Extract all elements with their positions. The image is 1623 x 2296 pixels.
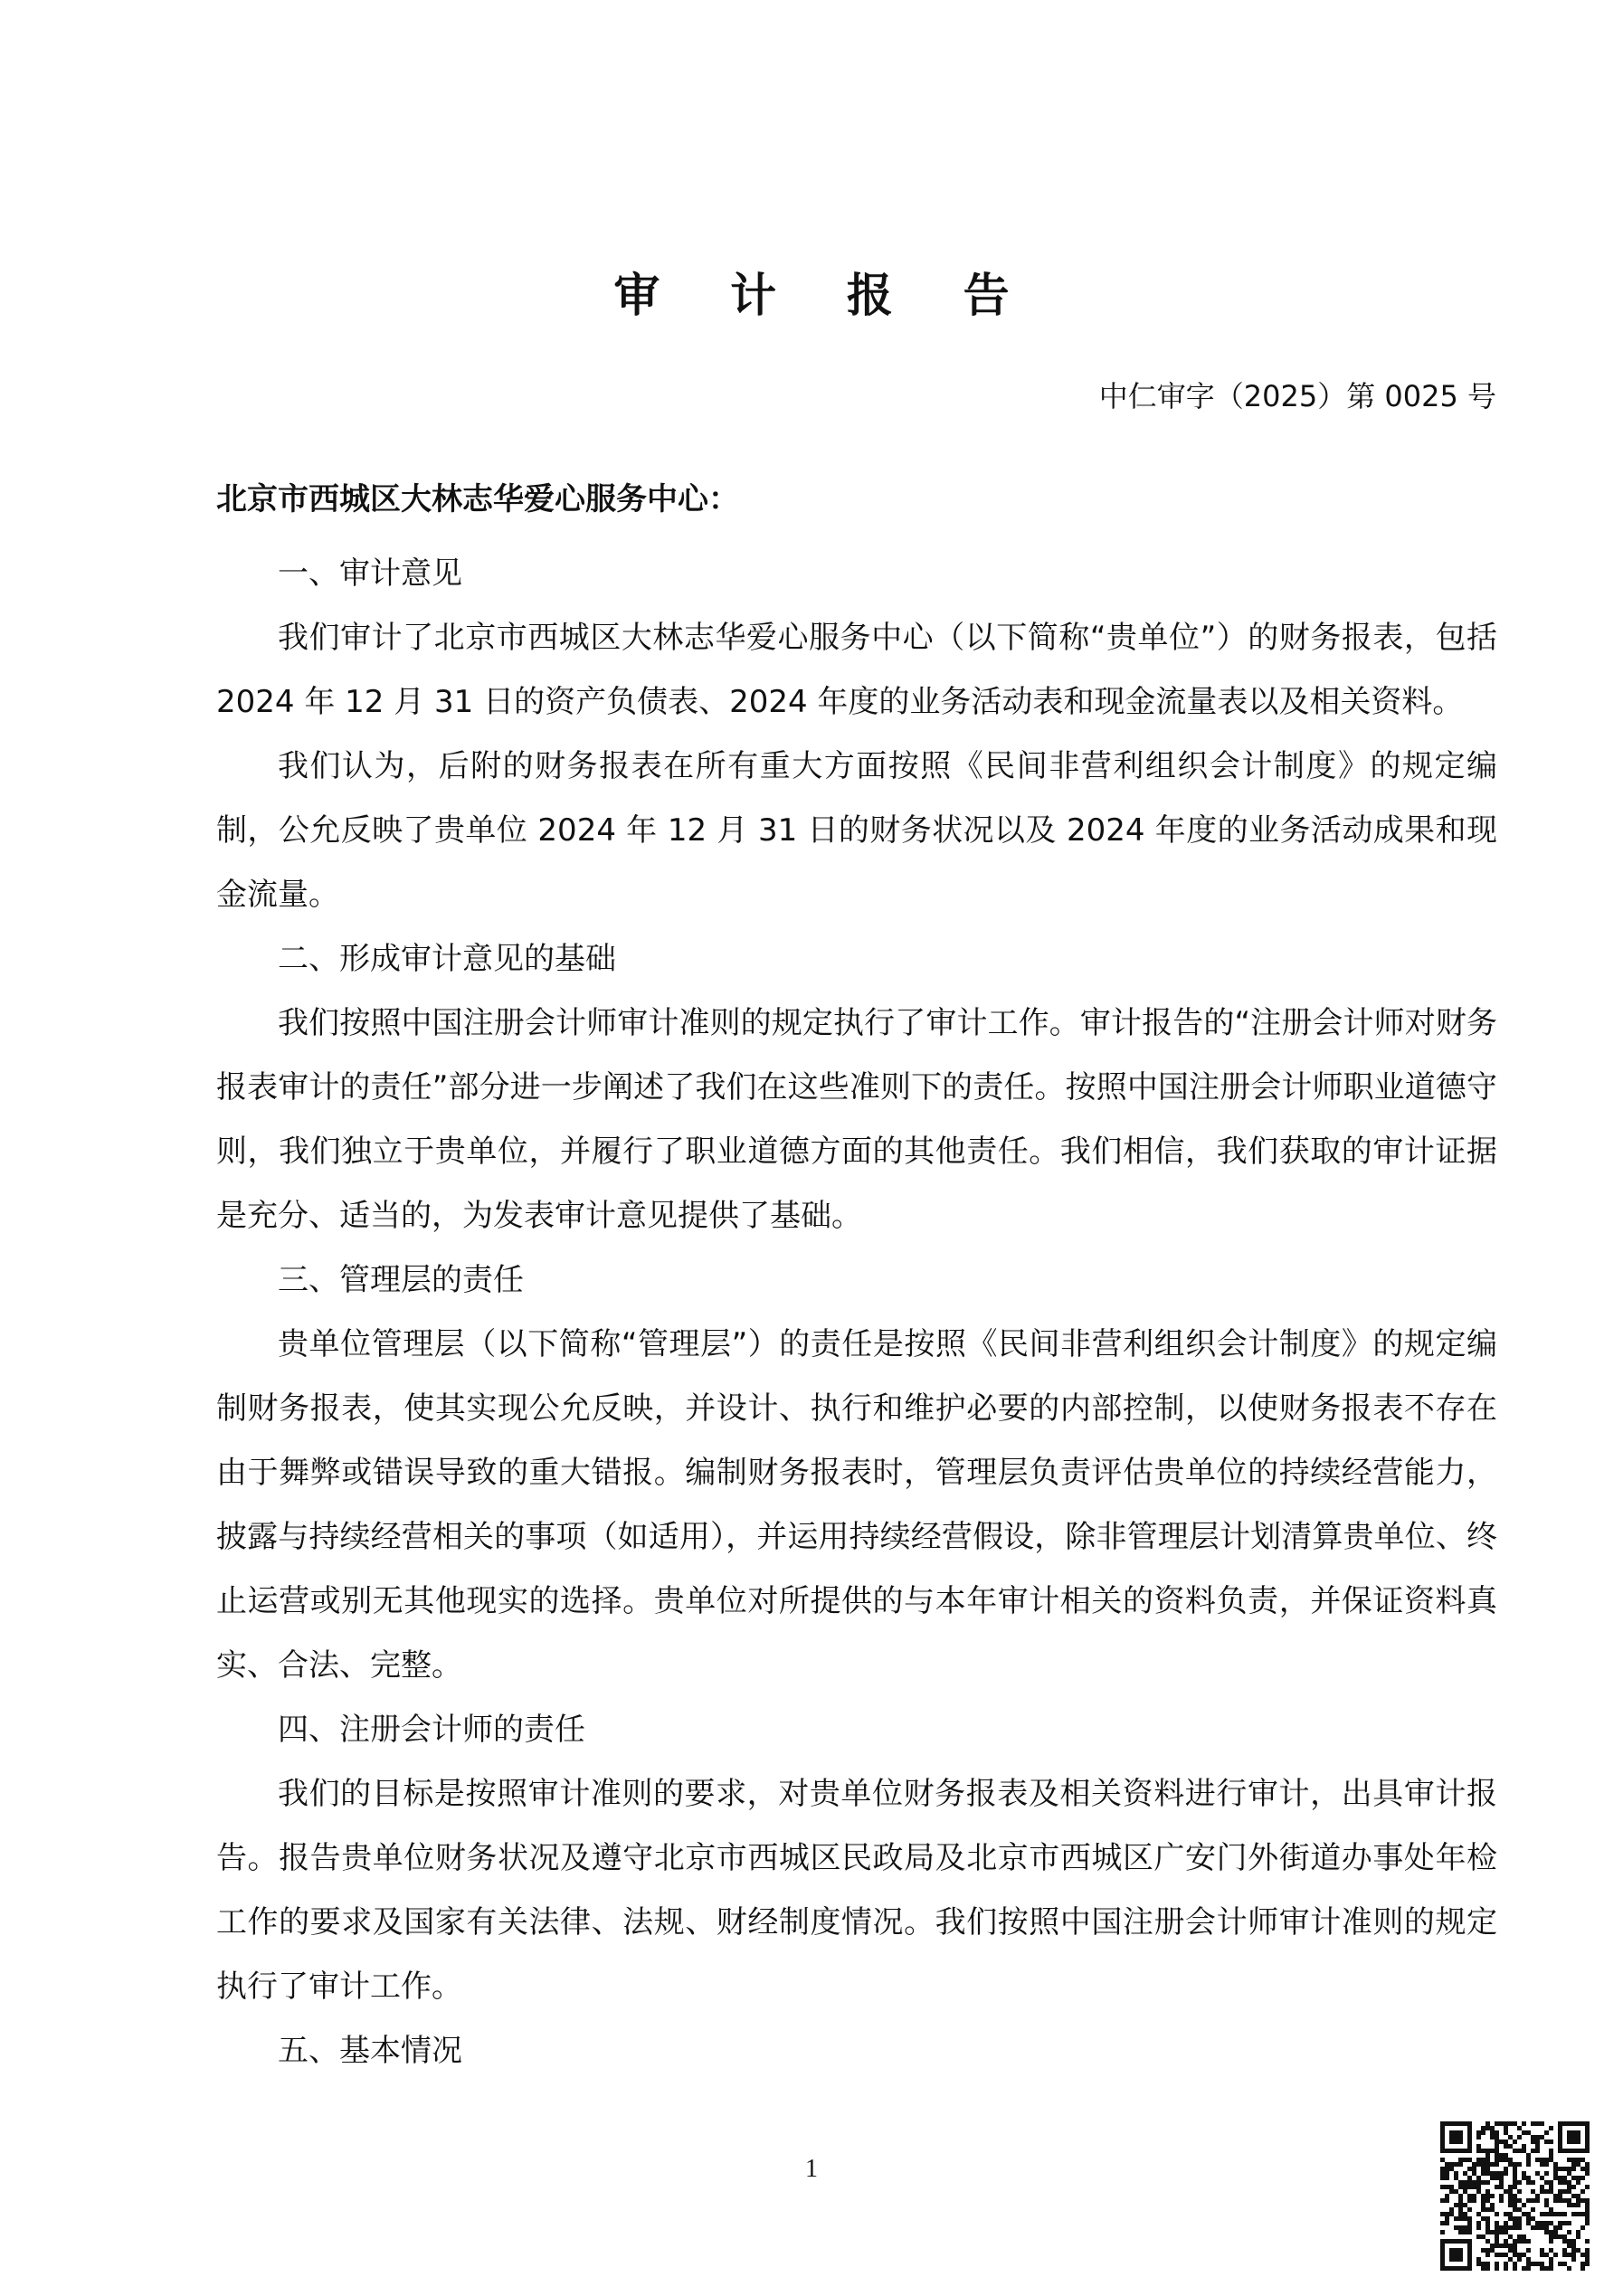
section-heading-basis: 二、形成审计意见的基础 [278, 941, 616, 977]
paragraph-auditor-responsibility: 我们的目标是按照审计准则的要求，对贵单位财务报表及相关资料进行审计，出具审计报告。报告贵单位财务状况及遵守北京市西城区民政局及北京市西城区广安门外街道办事处年检工作的要求及国家有关法律、法规、财经制度情况。我们按照中国注册会计师审计准则的规定执行了审计工作。 [216, 1776, 1497, 2005]
section-heading-auditor-responsibility: 四、注册会计师的责任 [278, 1712, 585, 1748]
paragraph-audit-scope: 我们审计了北京市西城区大林志华爱心服务中心（以下简称“贵单位”）的财务报表，包括 2024 年 12 月 31 日的资产负债表、2024 年度的业务活动表和现金流量表以及相关资料。 [216, 620, 1497, 720]
report-title: 审 计 报 告 [613, 270, 1037, 323]
page-number: 1 [805, 2155, 818, 2183]
section-heading-basic-info: 五、基本情况 [278, 2033, 462, 2069]
report-body [216, 542, 1497, 2083]
addressee: 北京市西城区大林志华爱心服务中心： [216, 481, 739, 517]
verification-qr-code[interactable] [1440, 2121, 1590, 2271]
paragraph-audit-opinion: 我们认为，后附的财务报表在所有重大方面按照《民间非营利组织会计制度》的规定编制，公允反映了贵单位 2024 年 12 月 31 日的财务状况以及 2024 年度的业务活动成果和现金流量。 [216, 748, 1497, 913]
section-heading-audit-opinion: 一、审计意见 [278, 555, 462, 592]
paragraph-basis: 我们按照中国注册会计师审计准则的规定执行了审计工作。审计报告的“注册会计师对财务报表审计的责任”部分进一步阐述了我们在这些准则下的责任。按照中国注册会计师职业道德守则，我们独立于贵单位，并履行了职业道德方面的其他责任。我们相信，我们获取的审计证据是充分、适当的，为发表审计意见提供了基础。 [216, 1005, 1497, 1234]
qr-code-icon [1440, 2121, 1590, 2271]
paragraph-management-responsibility: 贵单位管理层（以下简称“管理层”）的责任是按照《民间非营利组织会计制度》的规定编制财务报表，使其实现公允反映，并设计、执行和维护必要的内部控制，以使财务报表不存在由于舞弊或错误导致的重大错报。编制财务报表时，管理层负责评估贵单位的持续经营能力，披露与持续经营相关的事项（如适用），并运用持续经营假设，除非管理层计划清算贵单位、终止运营或别无其他现实的选择。贵单位对所提供的与本年审计相关的资料负责，并保证资料真实、合法、完整。 [216, 1326, 1497, 1684]
document-number: 中仁审字（2025）第 0025 号 [1098, 379, 1496, 413]
section-heading-management-responsibility: 三、管理层的责任 [278, 1262, 524, 1298]
